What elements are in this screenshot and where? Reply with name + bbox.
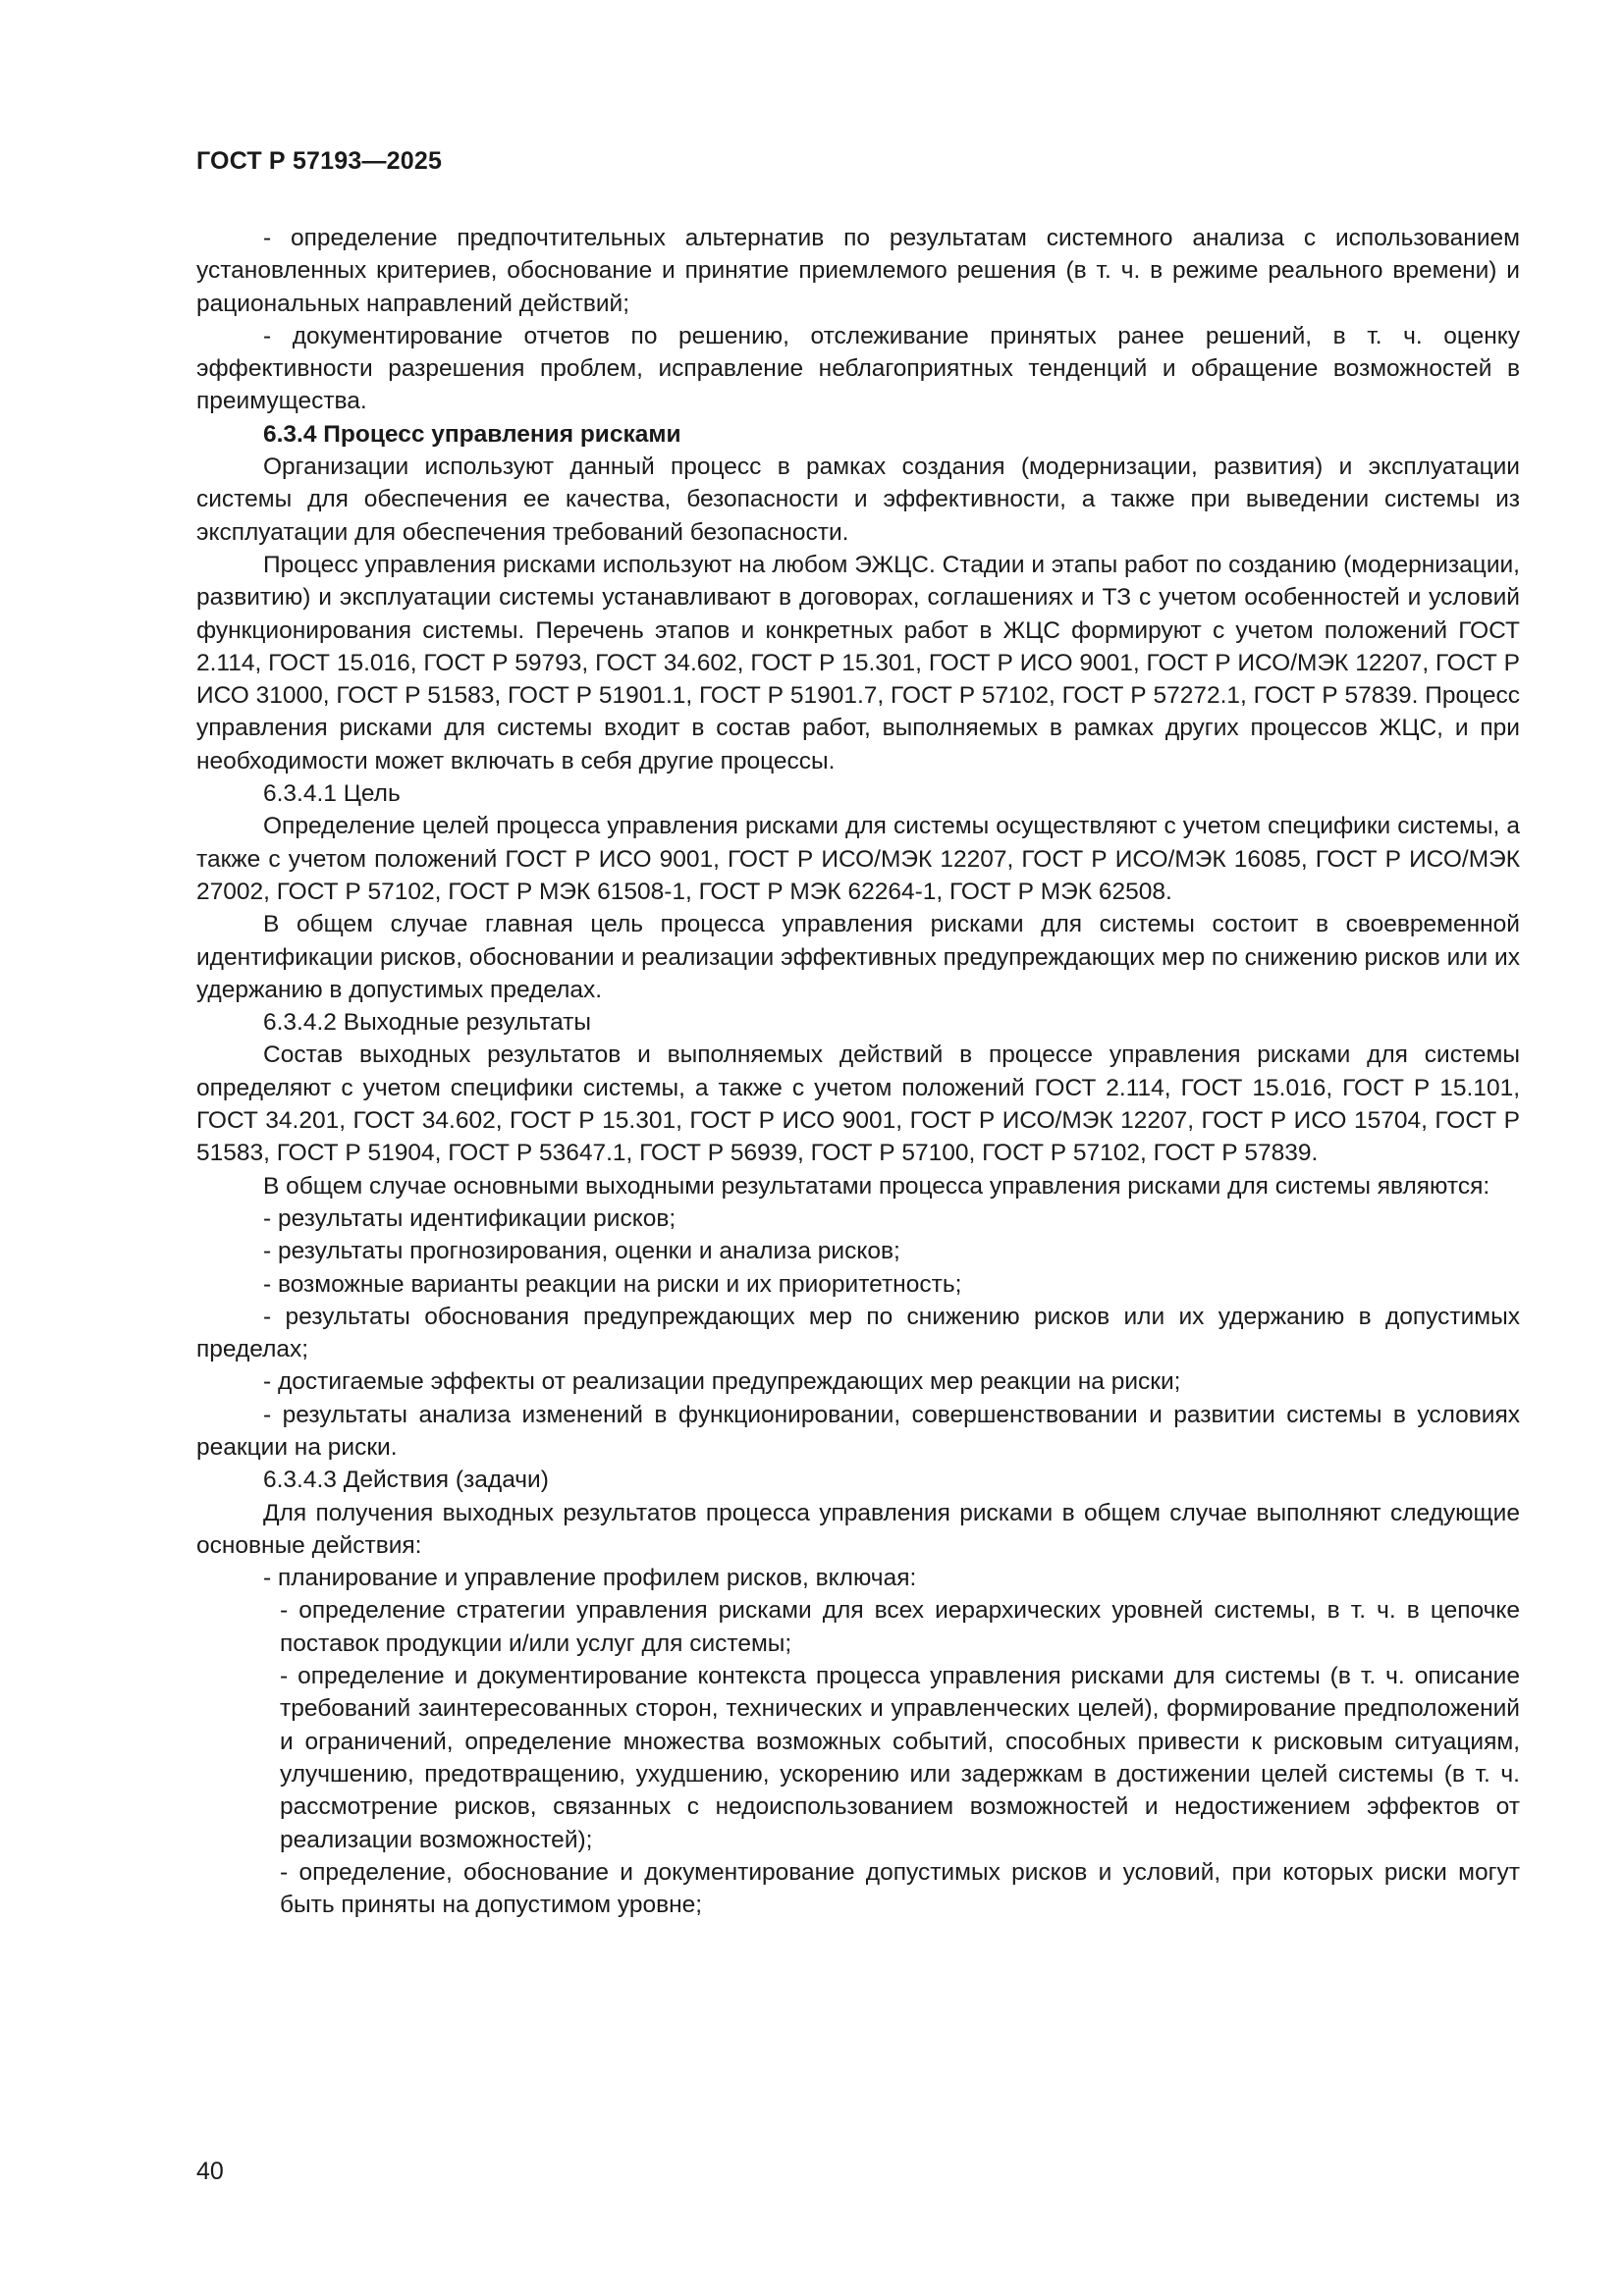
list-item: - возможные варианты реакции на риски и их приоритетность;	[263, 1270, 962, 1298]
paragraph: Для получения выходных результатов процесса управления рисками в общем случае выполняют следующие основные действия:	[196, 1499, 1520, 1559]
list-item: - планирование и управление профилем рисков, включая:	[263, 1565, 917, 1592]
paragraph: Определение целей процесса управления рисками для системы осуществляют с учетом специфики системы, а также с учетом положений ГОСТ Р ИСО 9001, ГОСТ Р ИСО/МЭК 12207, ГОСТ Р ИСО/МЭК 16085, ГОСТ Р ИСО/МЭК 27002, ГОСТ Р 57102, ГОСТ Р МЭК 61508-1, ГОСТ Р МЭК 62264-1, ГОСТ Р МЭК 62508.	[196, 813, 1520, 905]
list-item: - результаты прогнозирования, оценки и анализа рисков;	[263, 1238, 900, 1265]
nested-list-item: - определение и документирование контекста процесса управления рисками для системы (в т. ч. описание требований заинтересованных сторон, технических и управленческих целей), формирование предположений и ограничений, определение множества возможных событий, способных привести к рисковым ситуациям, улучшению, предотвращению, ухудшению, ускорению или задержкам в достижении целей системы (в т. ч. рассмотрение рисков, связанных с недоиспользованием возможностей и недостижением эффектов от реализации возможностей);	[280, 1663, 1520, 1853]
paragraph: Процесс управления рисками используют на любом ЭЖЦС. Стадии и этапы работ по созданию (модернизации, развитию) и эксплуатации системы устанавливают в договорах, соглашениях и ТЗ с учетом особенностей и условий функционирования системы. Перечень этапов и конкретных работ в ЖЦС формируют с учетом положений ГОСТ 2.114, ГОСТ 15.016, ГОСТ Р 59793, ГОСТ 34.602, ГОСТ Р 15.301, ГОСТ Р ИСО 9001, ГОСТ Р ИСО/МЭК 12207, ГОСТ Р ИСО 31000, ГОСТ Р 51583, ГОСТ Р 51901.1, ГОСТ Р 51901.7, ГОСТ Р 57102, ГОСТ Р 57272.1, ГОСТ Р 57839. Процесс управления рисками для системы входит в состав работ, выполняемых в рамках других процессов ЖЦС, и при необходимости может включать в себя другие процессы.	[196, 551, 1520, 774]
list-item: - результаты идентификации рисков;	[263, 1204, 677, 1232]
document-designation: ГОСТ Р 57193—2025	[196, 147, 443, 175]
page-number: 40	[196, 2158, 224, 2185]
subsection-heading: 6.3.4.2 Выходные результаты	[263, 1009, 592, 1037]
nested-list-item: - определение, обоснование и документирование допустимых рисков и условий, при которых риски могут быть приняты на допустимом уровне;	[280, 1858, 1520, 1919]
page-body	[196, 222, 1520, 1921]
section-heading: 6.3.4 Процесс управления рисками	[263, 420, 681, 448]
paragraph: Состав выходных результатов и выполняемых действий в процессе управления рисками для системы определяют с учетом специфики системы, а также с учетом положений ГОСТ 2.114, ГОСТ 15.016, ГОСТ Р 15.101, ГОСТ 34.201, ГОСТ 34.602, ГОСТ Р 15.301, ГОСТ Р ИСО 9001, ГОСТ Р ИСО/МЭК 12207, ГОСТ Р ИСО 15704, ГОСТ Р 51583, ГОСТ Р 51904, ГОСТ Р 53647.1, ГОСТ Р 56939, ГОСТ Р 57100, ГОСТ Р 57102, ГОСТ Р 57839.	[196, 1041, 1520, 1167]
paragraph: В общем случае главная цель процесса управления рисками для системы состоит в своевременной идентификации рисков, обосновании и реализации эффективных предупреждающих мер по снижению рисков или их удержанию в допустимых пределах.	[196, 911, 1520, 1003]
paragraph: В общем случае основными выходными результатами процесса управления рисками для системы являются:	[263, 1172, 1490, 1200]
nested-list-item: - определение стратегии управления рисками для всех иерархических уровней системы, в т. ч. в цепочке поставок продукции и/или услуг для системы;	[280, 1597, 1520, 1657]
paragraph: Организации используют данный процесс в рамках создания (модернизации, развития) и эксплуатации системы для обеспечения ее качества, безопасности и эффективности, а также при выведении системы из эксплуатации для обеспечения требований безопасности.	[196, 454, 1520, 546]
paragraph: - документирование отчетов по решению, отслеживание принятых ранее решений, в т. ч. оценку эффективности разрешения проблем, исправление неблагоприятных тенденций и обращение возможностей в преимущества.	[196, 322, 1520, 415]
subsection-heading: 6.3.4.1 Цель	[263, 780, 401, 808]
subsection-heading: 6.3.4.3 Действия (задачи)	[263, 1467, 549, 1494]
list-item: - результаты обоснования предупреждающих мер по снижению рисков или их удержанию в допустимых пределах;	[196, 1303, 1520, 1363]
list-item: - результаты анализа изменений в функционировании, совершенствовании и развитии системы в условиях реакции на риски.	[196, 1401, 1520, 1461]
list-item: - достигаемые эффекты от реализации предупреждающих мер реакции на риски;	[263, 1368, 1181, 1396]
paragraph: - определение предпочтительных альтернатив по результатам системного анализа с использованием установленных критериев, обоснование и принятие приемлемого решения (в т. ч. в режиме реального времени) и рациональных направлений действий;	[196, 225, 1520, 317]
